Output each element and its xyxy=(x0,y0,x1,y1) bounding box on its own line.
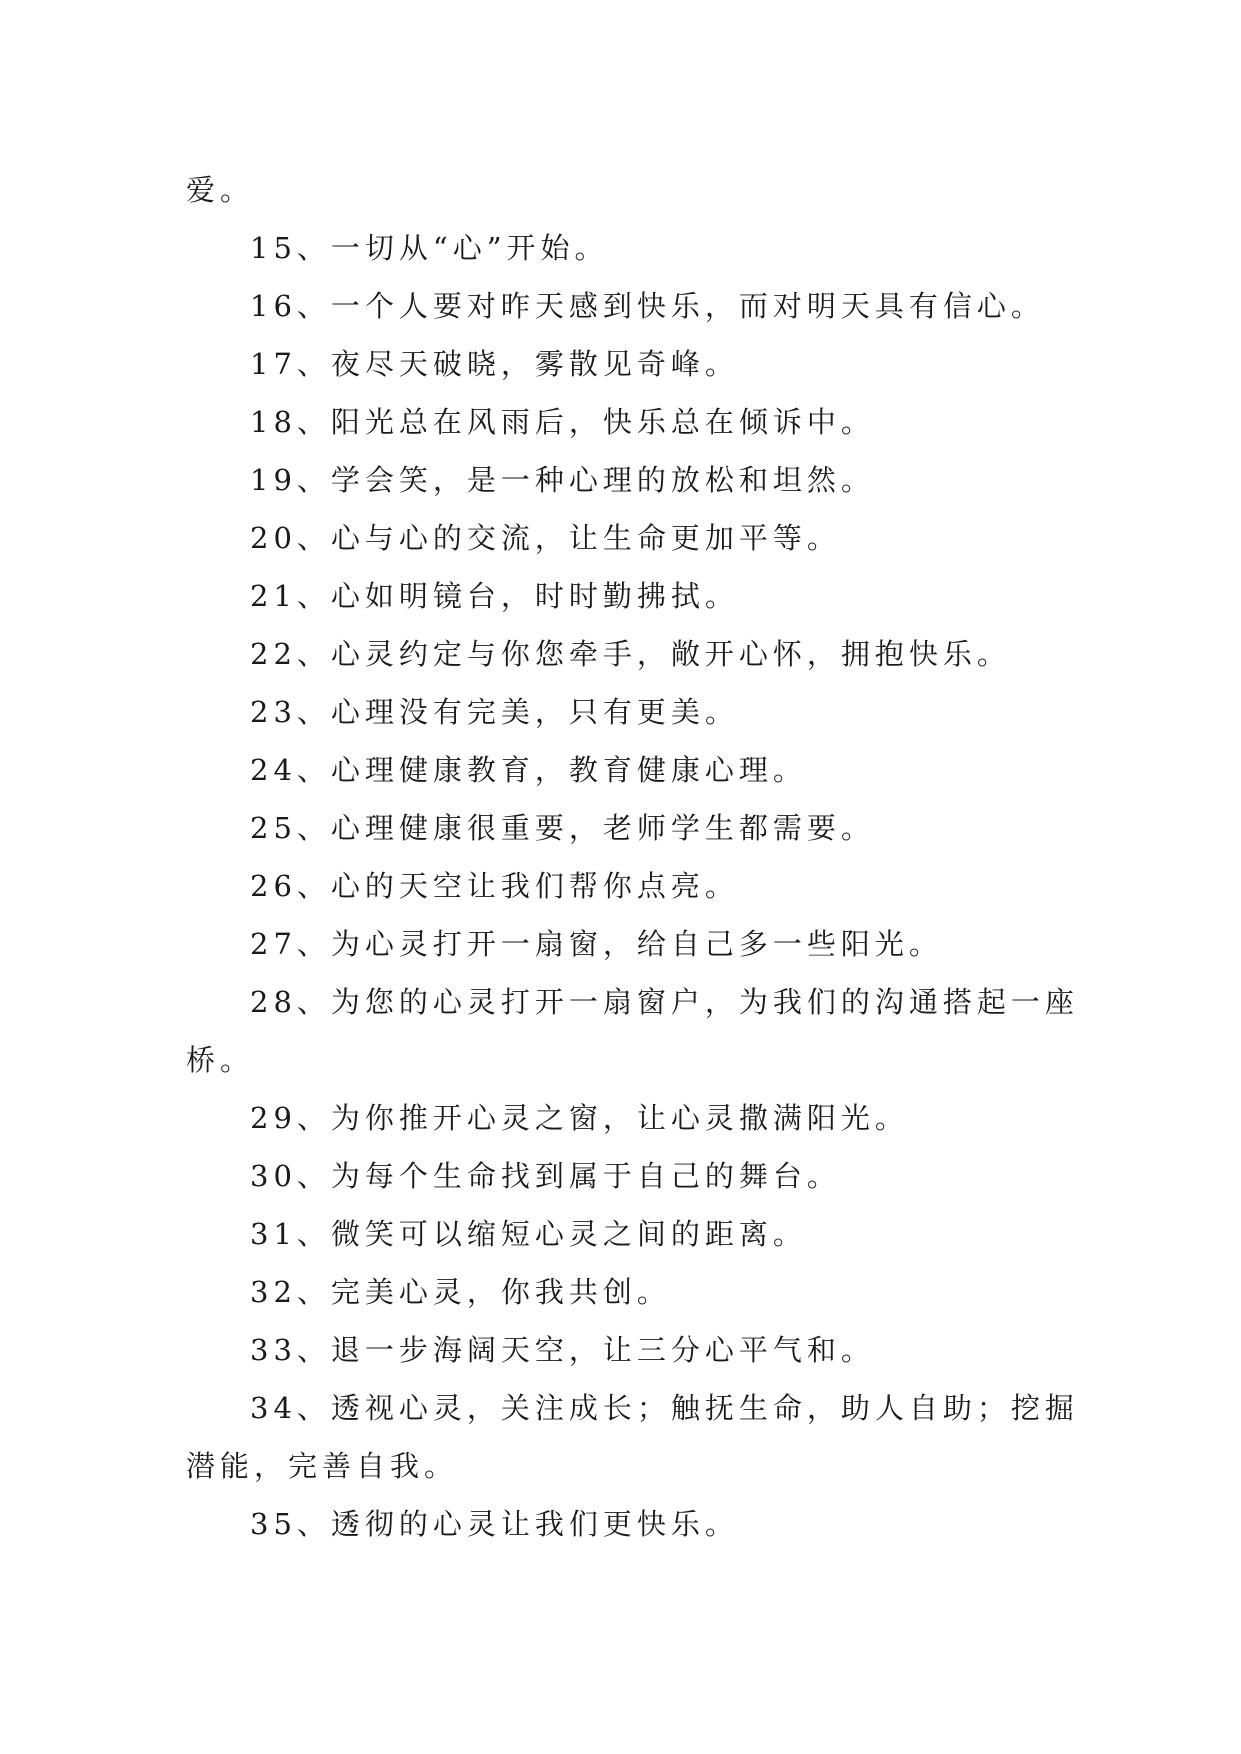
slogan-line: 28、为您的心灵打开一扇窗户，为我们的沟通搭起一座 xyxy=(250,985,1079,1019)
slogan-line: 17、夜尽天破晓，雾散见奇峰。 xyxy=(250,347,739,381)
slogan-item xyxy=(186,1147,1056,1205)
slogan-line: 18、阳光总在风雨后，快乐总在倾诉中。 xyxy=(250,405,875,439)
slogan-item xyxy=(186,1379,1079,1495)
slogan-line: 30、为每个生命找到属于自己的舞台。 xyxy=(250,1159,841,1193)
slogan-line: 32、完美心灵，你我共创。 xyxy=(250,1275,671,1309)
slogan-continuation-line: 潜能，完善自我。 xyxy=(186,1449,459,1483)
document-body xyxy=(186,161,1079,1553)
slogan-item xyxy=(186,857,1056,915)
text-line: 爱。 xyxy=(186,173,255,207)
slogan-item xyxy=(186,1205,1056,1263)
slogan-item xyxy=(186,509,1056,567)
slogan-item xyxy=(186,1495,1056,1553)
slogan-item xyxy=(186,567,1056,625)
slogan-line: 20、心与心的交流，让生命更加平等。 xyxy=(250,521,841,555)
slogan-line: 31、微笑可以缩短心灵之间的距离。 xyxy=(250,1217,807,1251)
slogan-item xyxy=(186,1321,1056,1379)
slogan-line: 21、心如明镜台，时时勤拂拭。 xyxy=(250,579,739,613)
slogan-line: 27、为心灵打开一扇窗，给自己多一些阳光。 xyxy=(250,927,943,961)
slogan-item xyxy=(186,1263,1056,1321)
slogan-item xyxy=(186,683,1056,741)
slogan-line: 19、学会笑，是一种心理的放松和坦然。 xyxy=(250,463,875,497)
slogan-item xyxy=(186,451,1056,509)
slogan-item xyxy=(186,277,1056,335)
slogan-line: 22、心灵约定与你您牵手，敞开心怀，拥抱快乐。 xyxy=(250,637,1011,671)
slogan-item xyxy=(186,915,1056,973)
slogan-line: 24、心理健康教育，教育健康心理。 xyxy=(250,753,807,787)
slogan-item xyxy=(186,741,1056,799)
slogan-line: 34、透视心灵，关注成长；触抚生命，助人自助；挖掘 xyxy=(250,1391,1079,1425)
slogan-list xyxy=(186,219,1079,1553)
slogan-item xyxy=(186,1089,1056,1147)
slogan-continuation-line: 桥。 xyxy=(186,1043,255,1077)
slogan-line: 16、一个人要对昨天感到快乐，而对明天具有信心。 xyxy=(250,289,1045,323)
slogan-line: 25、心理健康很重要，老师学生都需要。 xyxy=(250,811,875,845)
slogan-line: 35、透彻的心灵让我们更快乐。 xyxy=(250,1507,739,1541)
slogan-item xyxy=(186,625,1056,683)
slogan-item xyxy=(186,393,1056,451)
slogan-item xyxy=(186,219,1056,277)
slogan-line: 29、为你推开心灵之窗，让心灵撒满阳光。 xyxy=(250,1101,909,1135)
continuation-line xyxy=(186,161,1056,219)
slogan-item xyxy=(186,799,1056,857)
slogan-line: 33、退一步海阔天空，让三分心平气和。 xyxy=(250,1333,875,1367)
slogan-line: 23、心理没有完美，只有更美。 xyxy=(250,695,739,729)
slogan-item xyxy=(186,335,1056,393)
slogan-item xyxy=(186,973,1079,1089)
slogan-line: 15、一切从“心”开始。 xyxy=(250,231,609,265)
slogan-line: 26、心的天空让我们帮你点亮。 xyxy=(250,869,739,903)
